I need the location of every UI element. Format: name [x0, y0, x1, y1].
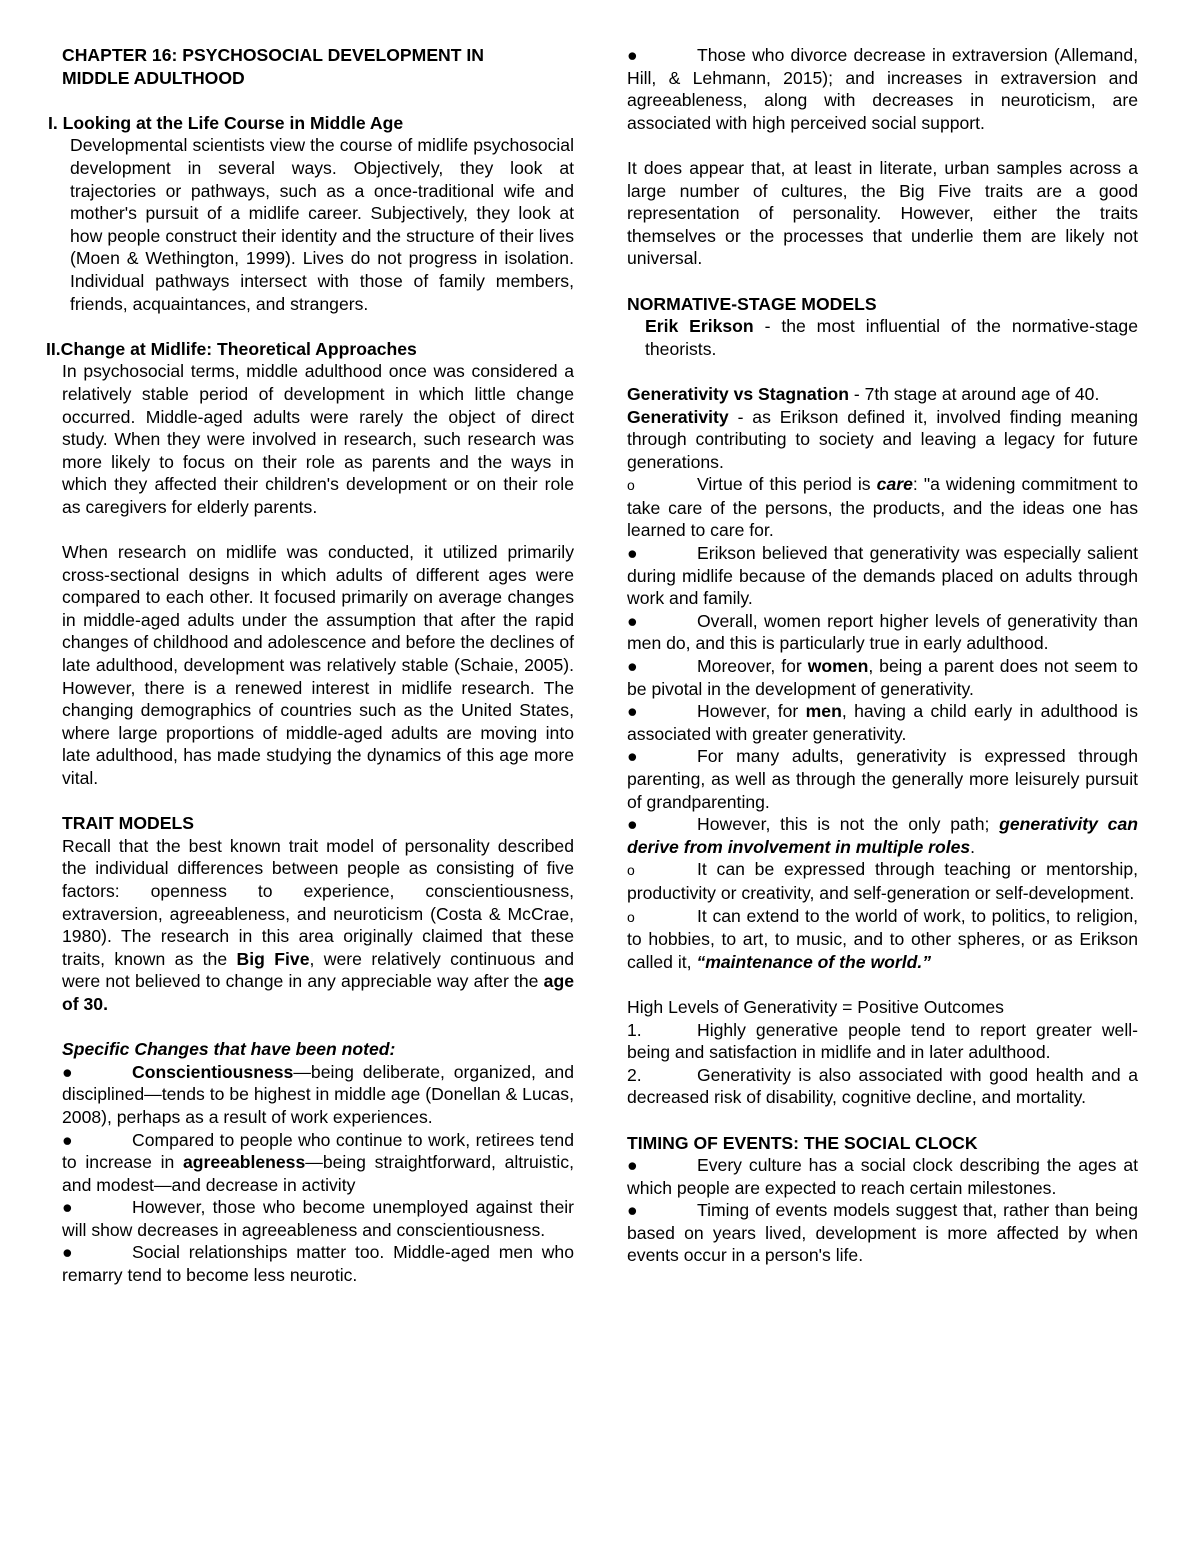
circle-world: o It can extend to the world of work, to politics, to religion, to hobbies, to art, to music, and to other spheres, or as Erikson called it, “maintenance of the world.”	[627, 905, 1138, 972]
bullet-icon: ●	[62, 1129, 73, 1150]
bullet-icon: ●	[627, 1200, 638, 1221]
bullet-timing-models: ● Timing of events models suggest that, rather than being based on years lived, development is more affected by when events occur in a person's life.	[627, 1200, 1138, 1266]
bullet-retirees: ● Compared to people who continue to work, retirees tend to increase in agreeableness—being straightforward, altruistic, and modest—and decrease in activity	[62, 1129, 574, 1195]
bullet-women-report: ● Overall, women report higher levels of generativity than men do, and this is particularly true in early adulthood.	[627, 610, 1138, 654]
circle-bullet-icon: o	[627, 477, 635, 494]
bullet-icon: ●	[627, 45, 638, 65]
trait-models-para: Recall that the best known trait model of personality described the individual differences between people as consisting of five factors: openness to experience, conscientiousness, extraversion, agreeableness, and neuroticism (Costa & McCrae, 1980). The research in this area originally claimed that these traits, known as the Big Five, were relatively continuous and were not believed to change in any appreciable way after the age of 30.	[62, 835, 574, 1014]
trait-models-heading: TRAIT MODELS	[62, 813, 194, 834]
section2-para1: In psychosocial terms, middle adulthood once was considered a relatively stable period of development in which little change occurred. Middle-aged adults were rarely the object of direct study. When they were involved in research, such research was more likely to focus on their role as parents and the ways in which they affected their children's development or on their role as caregivers for elderly parents.	[62, 361, 574, 517]
bullet-icon: ●	[627, 610, 638, 631]
right-column	[627, 44, 1138, 1267]
section1-heading: I. Looking at the Life Course in Middle Age	[48, 112, 404, 133]
big-five-paragraph: It does appear that, at least in literate, urban samples across a large number of cultures, the Big Five traits are a good representation of personality. However, either the traits themselves or the processes that underlie them are likely not universal.	[627, 157, 1138, 269]
specific-changes-heading: Specific Changes that have been noted:	[62, 1039, 396, 1060]
bullet-icon: ●	[627, 746, 638, 767]
circle-virtue: o Virtue of this period is care: "a widening commitment to take care of the persons, the products, and the ideas one has learned to care for.	[627, 474, 1138, 541]
bullet-icon: ●	[627, 814, 638, 835]
circle-bullet-icon: o	[627, 908, 635, 925]
bullet-women-parent: ● Moreover, for women, being a parent does not seem to be pivotal in the development of generativity.	[627, 656, 1138, 699]
bullet-icon: ●	[627, 1155, 638, 1176]
bullet-icon: ●	[62, 1242, 73, 1263]
section2-para2: When research on midlife was conducted, it utilized primarily cross-sectional designs in which adults of different ages were compared to each other. It focused primarily on average changes in middle-aged adults under the assumption that after the rapid changes of childhood and adolescence and before the declines of late adulthood, development was relatively stable (Schaie, 2005). However, there is a renewed interest in midlife research. The changing demographics of countries such as the United States, where large proportions of middle-aged adults are moving into late adulthood, has made studying the dynamics of this age more vital.	[62, 542, 574, 788]
section2-heading: II.Change at Midlife: Theoretical Approaches	[46, 338, 417, 359]
bullet-icon: ●	[627, 543, 638, 564]
bullet-divorce: ● Those who divorce decrease in extraversion (Allemand, Hill, & Lehmann, 2015); and increases in extraversion and agreeableness, along with decreases in neuroticism, are associated with high perceived social support.	[627, 45, 1138, 133]
bullet-conscientiousness: ● Conscientiousness—being deliberate, organized, and disciplined—tends to be highest in middle age (Donellan & Lucas, 2008), perhaps as a result of work experiences.	[62, 1061, 574, 1127]
outcomes-heading: High Levels of Generativity = Positive Outcomes	[627, 996, 1004, 1017]
bullet-men-child: ● However, for men, having a child early in adulthood is associated with greater generativity.	[627, 701, 1138, 744]
generativity-definition: Generativity - as Erikson defined it, involved finding meaning through contributing to society and leaving a legacy for future generations.	[627, 406, 1138, 472]
bullet-social-relationships: ● Social relationships matter too. Middle-aged men who remarry tend to become less neurotic.	[62, 1242, 574, 1286]
bullet-unemployed: ● However, those who become unemployed against their will show decreases in agreeableness and conscientiousness.	[62, 1197, 574, 1240]
outcome-2: 2. Generativity is also associated with good health and a decreased risk of disability, cognitive decline, and mortality.	[627, 1064, 1138, 1108]
chapter-title-line2: MIDDLE ADULTHOOD	[62, 67, 245, 88]
normative-heading: NORMATIVE-STAGE MODELS	[627, 293, 877, 314]
gvs-line: Generativity vs Stagnation - 7th stage at around age of 40.	[627, 383, 1100, 404]
chapter-title-line1: CHAPTER 16: PSYCHOSOCIAL DEVELOPMENT IN	[62, 45, 484, 65]
bullet-social-clock: ● Every culture has a social clock describing the ages at which people are expected to reach certain milestones.	[627, 1155, 1138, 1198]
bullet-salient: ● Erikson believed that generativity was especially salient during midlife because of the demands placed on adults through work and family.	[627, 543, 1138, 609]
erikson-line: Erik Erikson - the most influential of the normative-stage theorists.	[645, 316, 1138, 359]
bullet-icon: ●	[62, 1061, 73, 1082]
bullet-icon: ●	[62, 1197, 73, 1218]
circle-bullet-icon: o	[627, 862, 635, 879]
circle-teaching: o It can be expressed through teaching or mentorship, productivity or creativity, and self-generation or self-development.	[627, 859, 1138, 903]
outcome-1: 1. Highly generative people tend to report greater well-being and satisfaction in midlife and in later adulthood.	[627, 1019, 1138, 1063]
bullet-icon: ●	[627, 701, 638, 722]
section1-body: Developmental scientists view the course of midlife psychosocial development in several ways. Objectively, they look at trajectories or pathways, such as a once-traditional wife and mother's pursuit of a midlife career. Subjectively, they look at how people construct their identity and the structure of their lives (Moen & Wethington, 1999). Lives do not progress in isolation. Individual pathways intersect with those of family members, friends, acquaintances, and strangers.	[70, 135, 574, 314]
bullet-icon: ●	[627, 656, 638, 677]
left-column	[46, 44, 574, 1287]
bullet-multiple-roles: ● However, this is not the only path; generativity can derive from involvement in multiple roles.	[627, 814, 1138, 857]
timing-heading: TIMING OF EVENTS: THE SOCIAL CLOCK	[627, 1132, 978, 1153]
bullet-parenting: ● For many adults, generativity is expressed through parenting, as well as through the generally more leisurely pursuit of grandparenting.	[627, 746, 1138, 812]
